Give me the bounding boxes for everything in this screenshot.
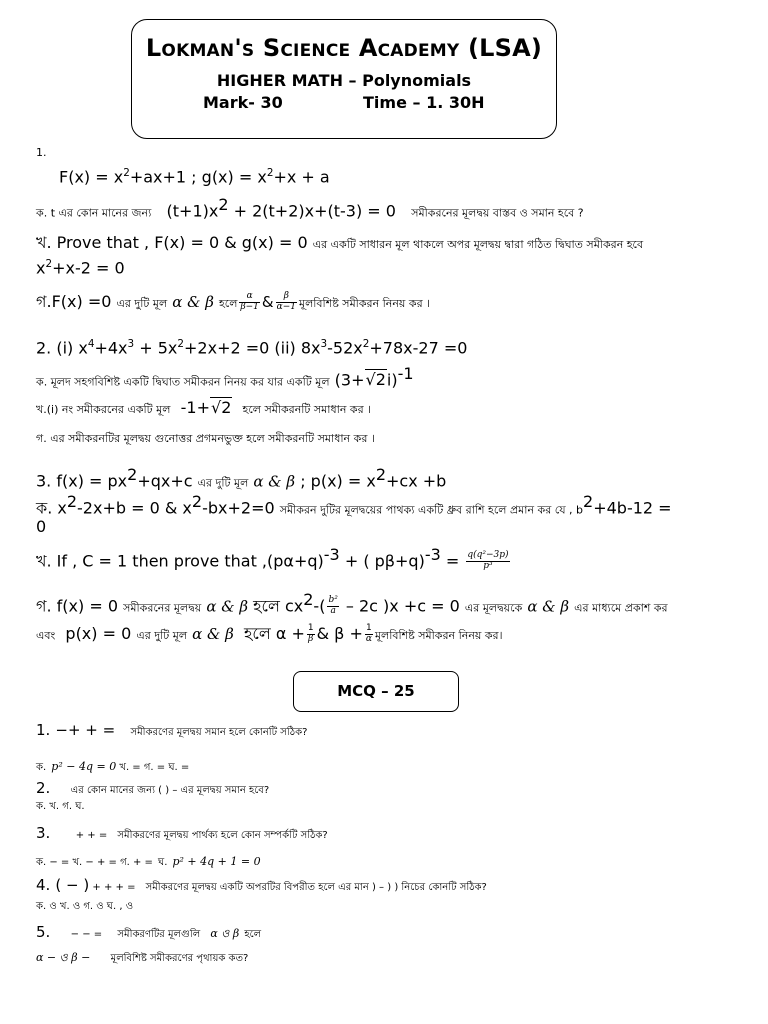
q3-part-kha: খ. If , C = 1 then prove that $,(p\alpha+q)^{-3}$ + ( pβ+q)$^{-3}$ = $\frac{\text{q(q²−3p)}}{\text{p³}}$ <box>36 545 509 572</box>
mcq-q3: 3. + + = সমীকরণের মূলদ্বয় পার্থক্য হলে কোন সম্পর্কটি সঠিক? <box>36 824 328 842</box>
q1-part-ga: গ.F(x) =0 এর দুটি মূল α & β হলে $\frac{\alpha}{\beta-1}$ & $\frac{\beta}{\alpha-1}$ মূলবিশিষ্ট সমীকরন নিনয় কর । <box>36 291 431 312</box>
q3-ga-fraction: $\frac{\text{b²}}{a}$ <box>328 595 338 617</box>
q1-part-kha-equation: $x^2+x-2 = 0$ <box>36 258 125 278</box>
mcq-q2-options: ক. খ. গ. ঘ. <box>36 801 85 812</box>
q1-part-ka: ক. t এর কোন মানের জন্য $(t+1)x^2 + 2(t+2)x+(t-3) = 0$ সমীকরনের মূলদ্বয় বাস্তব ও সমান হবে ? <box>36 195 584 221</box>
q1-functions: $F(x) = x^2+ax+1$ ; $g(x) = x^2+x + a$ <box>59 167 330 187</box>
q3-gb-fraction-2: $\frac{1}{\alpha}$ <box>365 623 372 644</box>
q2-part-ka: ক. মূলদ সহগবিশিষ্ট একটি দ্বিঘাত সমীকরন নিনয় কর যার একটি মূল $(3+√2i)^{-1}$ <box>36 364 414 390</box>
mcq-q5-cont: α − ও β − মূলবিশিষ্ট সমীকরণের পৃথায়ক কত? <box>36 951 249 964</box>
q1-fraction-2: $\frac{\beta}{\alpha-1}$ <box>276 291 296 312</box>
mcq-heading: MCQ – 25 <box>293 671 459 712</box>
mcq-q4-options: ক. ও খ. ও গ. ও ঘ. , ও <box>36 901 134 912</box>
mark-label: Mark- 30 <box>203 93 283 112</box>
mcq-q5: 5. − − = সমীকরণটির মূলগুলি α ও β হলে <box>36 923 262 941</box>
header-box <box>131 19 557 139</box>
q2-part-kha: খ.(i) নং সমীকরনের একটি মূল -1+√2 হলে সমীকরনটি সমাধান কর । <box>36 398 372 417</box>
mcq-q2: 2. এর কোন মানের জন্য ( ) – এর মূলদ্বয় সমান হবে? <box>36 779 270 797</box>
mcq-q3-options: ক. − = খ. − + = গ. + = ঘ. p² + 4q + 1 = 0 <box>36 855 261 868</box>
subject-title: HIGHER MATH – Polynomials <box>216 71 472 90</box>
q2-equations: 2. (i) $x^4+4x^3 + 5x^2+2x+2 =0$ (ii) $8x^3-52x^2+78x-27 =0$ <box>36 338 468 358</box>
q3-gb-fraction-1: $\frac{1}{\beta}$ <box>307 623 314 644</box>
q1-fraction-1: $\frac{\alpha}{\beta-1}$ <box>240 291 259 312</box>
q3-part-ka-cont: 0 <box>36 517 47 536</box>
mcq-q1: 1. −+ + = সমীকরণের মূলদ্বয় সমান হলে কোনটি সঠিক? <box>36 721 308 739</box>
page-title: Lokman's Science Academy (LSA) <box>145 34 543 62</box>
time-label: Time – 1. 30H <box>363 93 485 112</box>
mcq-q4: 4. ( − ) + + + = সমীকরণের মূলদ্বয় একটি অপরটির বিপরীত হলে এর মান ) – ) ) নিচের কোনটি সঠিক? <box>36 876 487 894</box>
mcq-q1-options: ক. p² − 4q = 0 খ. = গ. = ঘ. = <box>36 760 190 773</box>
q3-part-ga-cont: এবং p(x) = 0 এর দুটি মূল α & β হলে α + $\frac{1}{\beta}$ & β + $\frac{1}{\alpha}$ মূলবিশিষ্ট সমীকরন নিনয় কর। <box>36 623 503 644</box>
q3-fraction: $\frac{\text{q(q²−3p)}}{\text{p³}}$ <box>467 550 509 572</box>
q1-part-kha: খ. Prove that , F(x) = 0 & g(x) = 0 এর একটি সাধারন মূল থাকলে অপর মূলদ্বয় দ্বারা গঠিত দ্বিঘাত সমীকরন হবে <box>36 233 644 252</box>
q3-part-ka: ক. $x^2-2x+b = 0$ & $x^2-bx+2=0$ সমীকরন দুটির মূলদ্বয়ের পাথক্য একটি ধ্রুব রাশি হলে প্রমান কর যে , $b^2+4b-12$ = <box>36 492 672 518</box>
q2-part-ga: গ. এর সমীকরনটির মূলদ্বয় গুনোত্তর প্রগমনভুক্ত হলে সমীকরনটি সমাধান কর । <box>36 432 375 445</box>
q1-number: 1. <box>36 146 47 159</box>
q3-line: 3. $f(x) = px^2+qx+c$ এর দুটি মূল α & β ; $p(x) = x^2+cx +b$ <box>36 465 447 491</box>
q3-part-ga: গ. f(x) = 0 সমীকরনের মূলদ্বয় α & β হলে $cx^2-$( $\frac{\text{b²}}{a}$ – 2c )x +c = 0 এর মূলদ্বয়কে α & β এর মাধ্যমে প্রকাশ কর <box>36 590 668 617</box>
